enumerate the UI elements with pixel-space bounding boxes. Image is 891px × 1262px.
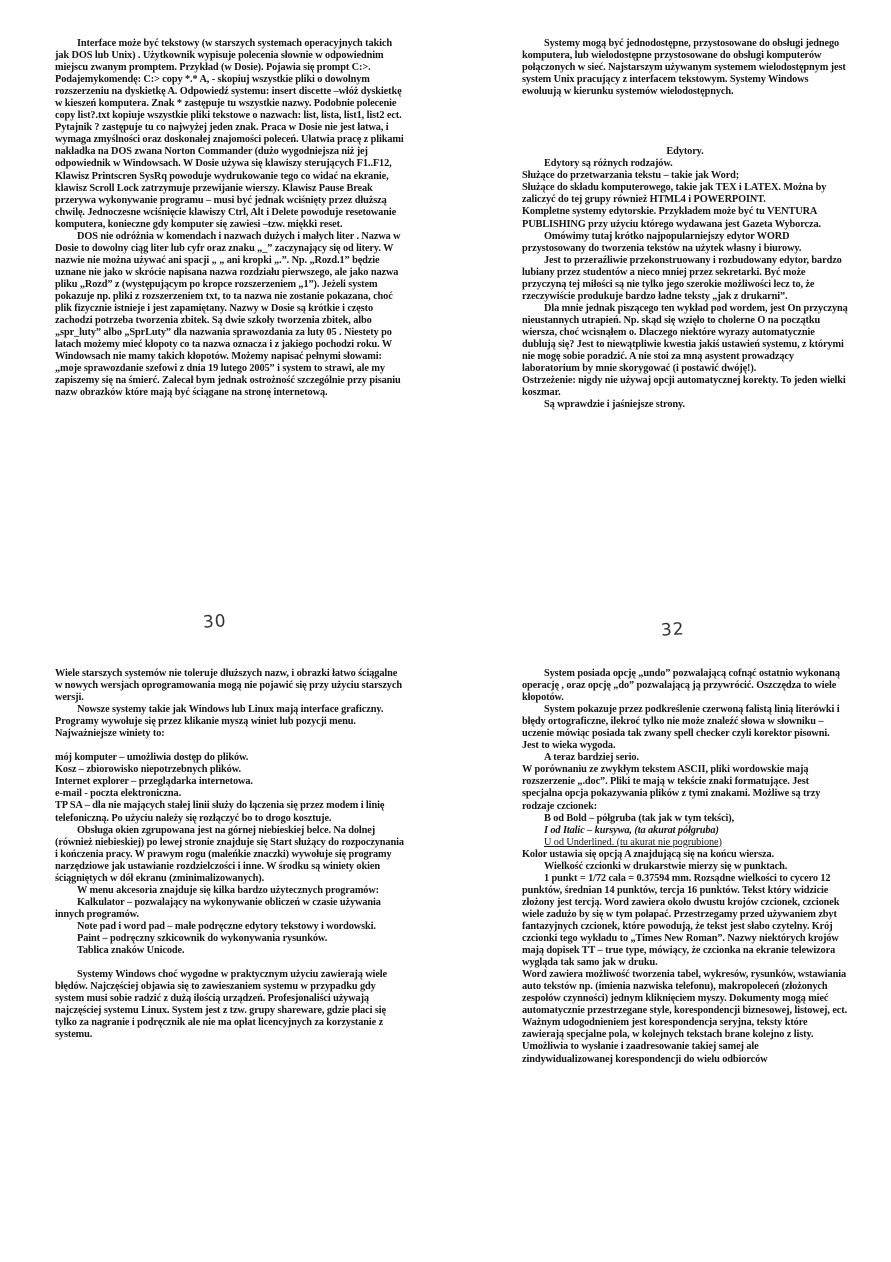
paragraph-color: Kolor ustawia się opcją A znajdującą się na końcu wiersza. xyxy=(522,848,775,860)
paragraph-points: 1 punkt = 1/72 cala = 0.37594 mm. Rozsądne wielkości to cycero 12 punktów, średnian 14 punktów, tercja 16 punktów. Tekst który widzicie złożony jest tercją. Word zawiera około dwustu krojów czcionek, czcionek wiele zadużo by się w tym połapać. Przestrzegamy przed używaniem zbyt fantazyjnych czcionek, które powodują, że tekst jest słabo czytelny. Krój czcionki tego wykładu to „Times New Roman”. Nazwy niektórych krojów mają dopisek TT – true type, mówiący, że czcionka na ekranie telewizora wygląda tak samo jak w druku. xyxy=(522,872,840,969)
list-item-tpsa: TP SA – dla nie mających stałej linii służy do łączenia się przez modem i linię telefoniczną. Po użyciu należy się rozłączyć bo to drogo kosztuje. xyxy=(55,800,385,824)
page-bottom-left xyxy=(55,668,405,1041)
list-item-my-computer: mój komputer – umożliwia dostęp do plików. xyxy=(55,752,249,764)
paragraph-dos-interface: Interface może być tekstowy (w starszych systemach operacyjnych takich jak DOS lub Unix) . Użytkownik wypisuje polecenia słownie w odpowiednim miejscu zwanym promptem. Przykład (w Dosie). Pojawia się prompt C:>. Podajemykomendę: C:> copy *.* A, - skopiuj wszystkie pliki o dowolnym rozszerzeniu na dyskietkę A. Odpowiedź systemu: insert discette –włóż dyskietkę w kieszeń komputera. Znak * zastępuje tu wszystkie nazwy. Podobnie polecenie copy list?.txt kopiuje wszystkie pliki tekstowe o nazwach: list, lista, list1, list2 ect. Pytajnik ? zastępuje tu co najwyżej jeden znak. Praca w Dosie nie jest łatwa, i wymaga zmyślności oraz doskonałej znajomości poleceń. Ułatwia pracę z plikami nakładka na DOS zwana Norton Commander (dużo wygodniejsza niż jej odpowiednik w Windowsach. W Dosie używa się klawiszy sterujących F1..F12, Klawisz Printscren SysRq powoduje wydrukowanie tego co widać na ekranie, klawisz Scroll Lock zatrzymuje przewijanie wierszy. Klawisz Pause Break przerywa wykonywanie programu – musi być jednak wciśnięty przez dłuższą chwilę. Jednoczesne wciśnięcie klawiszy Ctrl, Alt i Delete powoduje resetowanie komputera, konieczne gdy komputer się zawiesi –tzw. miękki reset. xyxy=(55,38,404,230)
paragraph-word-intro: Omówimy tutaj krótko najpopularniejszy edytor WORD przystosowany do tworzenia tekstów na użytek własny i biurowy. xyxy=(522,230,802,254)
paragraph-windows-errors: Systemy Windows choć wygodne w praktycznym użyciu zawierają wiele błędów. Najczęściej objawia się to zawieszaniem systemu w przypadku gdy system musi sobie radzić z dużą ilością urządzeń. Profesjonaliści używają najczęściej systemu Linux. System jest z tzw. grupy shareware, gdzie płaci się tylko za nagranie i podręcznik ale nie ma opłat licencyjnych za korzystanie z systemu. xyxy=(55,969,388,1041)
list-item-email: e-mail - poczta elektroniczna. xyxy=(55,788,182,800)
paragraph-font-size: Wielkość czcionki w drukarstwie mierzy się w punktach. xyxy=(544,860,788,872)
paragraph-word-features: Word zawiera możliwość tworzenia tabel, wykresów, rysunków, wstawiania auto tekstów np. (imienia nazwiska telefonu), makropoleceń (złożonych zespołów czynności) jednym kliknięciem myszy. Dokumenty mogą mieć automatycznie przestrzegane style, korespondencji biznesowej, listowej, ect. Ważnym udogodnieniem jest korespondencja seryjna, teksty które zawierają specjalne pola, w kolejnych tekstach brane kolejno z listy. Umożliwia to wysłanie i zaadresowanie takiej samej ale zindywidualizowanej korespondencji do wielu odbiorców xyxy=(522,969,848,1065)
paragraph-spellcheck: System pokazuje przez podkreślenie czerwoną falistą linią literówki i błędy ortograficzne, ilekroć tylko nie może znaleźć słowa w słowniku – uczenie mówiąc posiada tak zwany spell checker czyli korektor pisowni. Jest to wieka wygoda. xyxy=(522,704,840,752)
line-editor-types: Edytory są różnych rodzajów. xyxy=(544,158,673,170)
page-bottom-right xyxy=(522,668,848,1066)
paragraph-accessories: W menu akcesoria znajduje się kilka bardzo użytecznych programów: xyxy=(77,884,380,896)
paragraph-word-overbuilt: Jest to przeraźliwie przekonstruowany i rozbudowany edytor, bardzo lubiany przez studentów a nieco mniej przez sekretarki. Być może przyczyną tej miłości są nie tylko jego szerokie możliwości lecz to, że rzeczywiście produkuje bardzo ładne teksty „jak z drukarni”. xyxy=(522,254,842,302)
font-style-italic: I od Italic – kursywa, (ta akurat półgruba) xyxy=(544,824,719,836)
section-heading-editors: Edytory. xyxy=(666,146,704,158)
paragraph-bright-side: Są wprawdzie i jaśniejsze strony. xyxy=(544,399,685,411)
program-item-paint: Paint – podręczny szkicownik do wykonywania rysunków. xyxy=(77,932,328,944)
page-number-right: 32 xyxy=(660,619,686,641)
page-number-left: 30 xyxy=(202,611,228,633)
paragraph-serious: A teraz bardziej serio. xyxy=(544,752,639,764)
paragraph-undo: System posiada opcję „undo” pozwalającą cofnąć ostatnio wykonaną operację , oraz opcję „do” pozwalającą ją przywrócić. Oszczędza to wiele kłopotów. xyxy=(522,668,840,704)
page-top-right xyxy=(522,38,848,411)
paragraph-dos-names: DOS nie odróżnia w komendach i nazwach dużych i małych liter . Nazwa w Dosie to dowolny ciąg liter lub cyfr oraz znaku „_” zaczynający się od litery. W nazwie nie można używać ani spacji „ „ ani kropki „.”. Np. „Rozd.1” będzie uznane nie jako w skrócie napisana nazwa rozdziału pierwszego, ale jako nazwa pliku „Rozd” z (występującym po kropce rozszerzeniem „1”). Jeżeli system pokazuje np. pliki z rozszerzeniem txt, to ta nazwa nie zostanie pokazana, choć plik fizycznie istnieje i jest zapamiętany. Nazwy w Dosie są krótkie i często zachodzi potrzeba tworzenia zbitek. Są dwie szkoły tworzenia zbitek, albo „spr_luty” albo „SprLuty” dla nazwania sprawozdania za luty 05 . Niestety po latach możemy mieć kłopoty co ta nazwa oznacza i z jakiego pochodzi roku. W Windowsach nie mamy takich kłopotów. Możemy napisać pełnymi słowami: „moje sprawozdanie szefowi z dnia 19 lutego 2005” i system to strawi, ale my zapiszemy się na śmierć. Zalecał bym jednak ostrożność szczególnie przy pisaniu nazw obrazków które mają być ściągane na stronę internetową. xyxy=(55,230,401,399)
line-publishing-systems: Kompletne systemy edytorskie. Przykładem może być tu VENTURA PUBLISHING przy użyciu którego wydawana jest Gazeta Wyborcza. xyxy=(522,206,821,230)
page-top-left xyxy=(55,38,405,399)
paragraph-window-handling: Obsługa okien zgrupowana jest na górnej niebieskiej belce. Na dolnej (również niebieskiej) po lewej stronie znajduje się Start służący do rozpoczynania i kończenia pracy. W prawym rogu (maleńkie znaczki) wywołuje się programy narzędziowe jak ustawianie rozdzielczości i inne. W środku są winiety okien ściągniętych w dół ekranu (zminimalizowanych). xyxy=(55,824,404,884)
list-item-recycle-bin: Kosz – zbiorowisko niepotrzebnych plików. xyxy=(55,764,241,776)
paragraph-word-troubles: Dla mnie jednak piszącego ten wykład pod wordem, jest On przyczyną nieustannych utrapień. Np. skąd się wzięło to cholerne O na początku wiersza, choć wcisnąłem o. Dlaczego niektóre wyrazy automatycznie dublują się? Jest to niewątpliwie kwestia jakiś ustawień systemu, z którymi nie mogę sobie poradzić. A nie stoi za mną asystent prowadzący laboratorium by mnie skorygować (i postawić dwóję!). xyxy=(522,302,848,375)
line-typesetting: Służące do składu komputerowego, takie jak TEX i LATEX. Można by zaliczyć do tej grupy również HTML4 i POWERPOINT. xyxy=(522,182,827,206)
list-item-internet-explorer: Internet explorer – przeglądarka internetowa. xyxy=(55,776,253,788)
font-style-bold: B od Bold – półgruba (tak jak w tym tekści), xyxy=(544,812,735,824)
paragraph-warning: Ostrzeżenie: nigdy nie używaj opcji automatycznej korekty. To jeden wielki koszmar. xyxy=(522,375,846,399)
paragraph-doc-files: W porównaniu ze zwykłym tekstem ASCII, pliki wordowskie mają rozszerzenie „.doc”. Pliki te mają w tekście znaki formatujące. Jest specjalna opcja pokazywania plików z tymi znakami. Możliwe są trzy rodzaje czcionek: xyxy=(522,764,821,812)
paragraph-systems-access: Systemy mogą być jednodostępne, przystosowane do obsługi jednego komputera, lub wielodostępne przystosowane do obsługi komputerów połączonych w sieć. Najstarszym używanym systemem wielodostępnym jest system Unix pracujący z interfacem tekstowym. Systemy Windows ewoluują w kierunku systemów wielodostępnych. xyxy=(522,38,846,98)
program-item-notepad: Note pad i word pad – małe podręczne edytory tekstowy i wordowski. xyxy=(77,920,376,932)
program-item-unicode: Tablica znaków Unicode. xyxy=(77,945,185,957)
line-word-processors: Służące do przetwarzania tekstu – takie jak Word; xyxy=(522,170,740,182)
font-style-underlined: U od Underlined. (tu akurat nie pogrubione) xyxy=(544,836,722,848)
paragraph-older-systems: Wiele starszych systemów nie toleruje dłuższych nazw, i obrazki łatwo ściągalne w nowych wersjach oprogramowania mogą nie pojawić się przy użyciu starszych wersji. xyxy=(55,668,402,704)
paragraph-graphical-interface: Nowsze systemy takie jak Windows lub Linux mają interface graficzny. Programy wywołuje się przez klikanie myszą winiet lub pozycji menu. Najważniejsze winiety to: xyxy=(55,704,384,740)
program-item-calculator: Kalkulator – pozwalający na wykonywanie obliczeń w czasie używania innych programów. xyxy=(55,896,381,920)
